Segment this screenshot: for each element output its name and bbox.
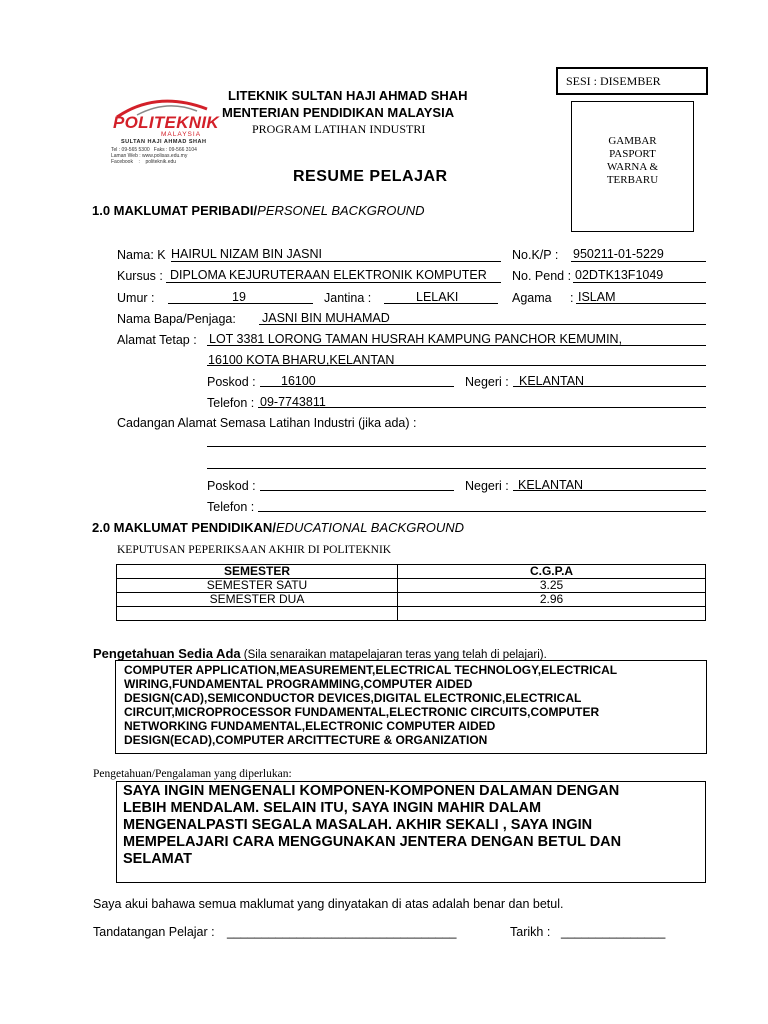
header-institution: LITEKNIK SULTAN HAJI AHMAD SHAH [228, 88, 468, 103]
section1-heading [92, 203, 425, 218]
jantina-value[interactable]: LELAKI [416, 290, 459, 304]
page-title: RESUME PELAJAR [293, 168, 448, 185]
table-cell-semester: SEMESTER DUA [117, 593, 398, 607]
header-program: PROGRAM LATIHAN INDUSTRI [252, 122, 426, 136]
cadangan-label: Cadangan Alamat Semasa Latihan Industri (jika ada) : [117, 416, 417, 430]
diperlukan-box[interactable] [116, 781, 706, 883]
poskod-value[interactable]: 16100 [281, 374, 316, 388]
table-cell-semester[interactable] [117, 607, 398, 621]
pengetahuan-line: WIRING,FUNDAMENTAL PROGRAMMING,COMPUTER AIDED [124, 677, 473, 691]
tarikh-label: Tarikh : [510, 925, 551, 939]
section2-heading-italic: EDUCATIONAL BACKGROUND [275, 520, 464, 535]
poskod-underline [260, 386, 454, 387]
diperlukan-line: SELAMAT [123, 851, 193, 867]
nopend-value[interactable]: 02DTK13F1049 [575, 268, 664, 282]
negeri2-underline [513, 490, 706, 491]
telefon-underline [258, 407, 706, 408]
nokp-value[interactable]: 950211-01-5229 [573, 247, 664, 261]
table-cell-cgpa[interactable]: 3.25 [398, 579, 706, 593]
telefon2-underline[interactable] [258, 511, 706, 512]
telefon2-label: Telefon : [207, 500, 255, 514]
table-row [117, 593, 706, 607]
table-cell-cgpa[interactable] [398, 607, 706, 621]
telefon-label: Telefon : [207, 396, 255, 410]
agama-underline [576, 303, 706, 304]
bapa-underline [259, 324, 706, 325]
negeri2-value[interactable]: KELANTAN [518, 478, 584, 492]
poskod2-underline[interactable] [260, 490, 454, 491]
agama-value[interactable]: ISLAM [578, 290, 616, 304]
poskod2-label: Poskod : [207, 479, 256, 493]
umur-value[interactable]: 19 [232, 290, 246, 304]
sesi-box [556, 67, 708, 95]
nokp-underline [571, 261, 706, 262]
photo-box-line: GAMBAR [608, 135, 657, 147]
diperlukan-line: LEBIH MENDALAM. SELAIN ITU, SAYA INGIN MAHIR DALAM [123, 800, 542, 816]
alamat-line2[interactable]: 16100 KOTA BHARU,KELANTAN [208, 353, 395, 367]
pengetahuan-heading-bold: Pengetahuan Sedia Ada [93, 646, 241, 661]
pengetahuan-line: DESIGN(ECAD),COMPUTER ARCITTECTURE & ORGANIZATION [124, 733, 488, 747]
table-cell-cgpa[interactable]: 2.96 [398, 593, 706, 607]
pengetahuan-heading-note: (Sila senaraikan matapelajaran teras yang telah di pelajari). [240, 649, 547, 661]
alamat-line1[interactable]: LOT 3381 LORONG TAMAN HUSRAH KAMPUNG PANCHOR KEMUMIN, [209, 332, 623, 346]
negeri2-label: Negeri : [465, 479, 509, 493]
kursus-label: Kursus : [117, 269, 163, 283]
photo-box [571, 101, 694, 232]
cadangan-underline1[interactable] [207, 446, 706, 447]
cgpa-table [116, 564, 706, 621]
pengetahuan-line: NETWORKING FUNDAMENTAL,ELECTRONIC COMPUTER AIDED [124, 719, 496, 733]
section2-heading-bold: 2.0 MAKLUMAT PENDIDIKAN/ [92, 520, 276, 535]
section1-heading-italic: PERSONEL BACKGROUND [257, 203, 425, 218]
logo-sub-text: MALAYSIA [161, 131, 202, 138]
header-ministry: MENTERIAN PENDIDIKAN MALAYSIA [222, 105, 455, 120]
pengetahuan-line: CIRCUIT,MICROPROCESSOR FUNDAMENTAL,ELECTRONIC CIRCUITS,COMPUTER [124, 705, 600, 719]
bapa-value[interactable]: JASNI BIN MUHAMAD [262, 311, 390, 325]
pengetahuan-heading [93, 646, 547, 661]
kursus-underline [166, 282, 501, 283]
diperlukan-line: MENGENALPASTI SEGALA MASALAH. AKHIR SEKALI , SAYA INGIN [123, 817, 593, 833]
umur-underline [168, 303, 313, 304]
keputusan-label: KEPUTUSAN PEPERIKSAAN AKHIR DI POLITEKNIK [117, 544, 392, 556]
agama-colon: : [570, 291, 574, 305]
kursus-value[interactable]: DIPLOMA KEJURUTERAAN ELEKTRONIK KOMPUTER [170, 268, 487, 282]
telefon-value[interactable]: 09-7743811 [260, 395, 326, 409]
jantina-underline [384, 303, 498, 304]
poskod-label: Poskod : [207, 375, 256, 389]
declaration-text: Saya akui bahawa semua maklumat yang dinyatakan di atas adalah benar dan betul. [93, 897, 564, 911]
agama-label: Agama [512, 291, 552, 305]
table-header-semester: SEMESTER [117, 565, 398, 579]
nokp-label: No.K/P : [512, 248, 559, 262]
bapa-label: Nama Bapa/Penjaga: [117, 312, 236, 326]
diperlukan-label: Pengetahuan/Pengalaman yang diperlukan: [93, 768, 292, 780]
politeknik-logo [97, 85, 225, 175]
diperlukan-line: MEMPELAJARI CARA MENGGUNAKAN JENTERA DENGAN BETUL DAN [123, 834, 622, 850]
nama-label: Nama: K [117, 248, 166, 262]
nama-value[interactable]: HAIRUL NIZAM BIN JASNI [171, 247, 322, 261]
table-cell-semester: SEMESTER SATU [117, 579, 398, 593]
tandatangan-field[interactable]: _________________________________ [227, 925, 457, 939]
photo-box-line: WARNA & [606, 161, 659, 173]
table-row [117, 579, 706, 593]
umur-label: Umur : [117, 291, 155, 305]
alamat-underline2 [207, 365, 706, 366]
jantina-label: Jantina : [324, 291, 372, 305]
nopend-underline [573, 282, 706, 283]
negeri-label: Negeri : [465, 375, 509, 389]
tarikh-field[interactable]: _______________ [561, 925, 666, 939]
cadangan-underline2[interactable] [207, 468, 706, 469]
alamat-label: Alamat Tetap : [117, 333, 197, 347]
pengetahuan-line: COMPUTER APPLICATION,MEASUREMENT,ELECTRICAL TECHNOLOGY,ELECTRICAL [124, 663, 618, 677]
logo-name-text: SULTAN HAJI AHMAD SHAH [121, 139, 207, 145]
sesi-text: SESI : DISEMBER [566, 74, 661, 88]
tandatangan-label: Tandatangan Pelajar : [93, 925, 215, 939]
photo-box-line: PASPORT [609, 148, 656, 160]
section1-heading-bold: 1.0 MAKLUMAT PERIBADI/ [92, 203, 258, 218]
table-row [117, 607, 706, 621]
diperlukan-line: SAYA INGIN MENGENALI KOMPONEN-KOMPONEN DALAMAN DENGAN [123, 783, 620, 799]
pengetahuan-line: DESIGN(CAD),SEMICONDUCTOR DEVICES,DIGITAL ELECTRONIC,ELECTRICAL [124, 691, 582, 705]
alamat-underline1 [207, 345, 706, 346]
pengetahuan-box[interactable] [115, 660, 707, 754]
negeri-underline [513, 386, 706, 387]
nama-underline [171, 261, 501, 262]
table-header-cgpa: C.G.P.A [398, 565, 706, 579]
table-header-row [117, 565, 706, 579]
logo-contact-info: Tel : 09-565 5300 Faks : 09-566 3104 Laman Web : www.polisas.edu.my Facebook : politeknik.edu [111, 147, 197, 165]
photo-box-line: TERBARU [606, 174, 659, 186]
nopend-label: No. Pend : [512, 269, 572, 283]
section2-heading [92, 520, 464, 535]
logo-main-text: POLITEKNIK [113, 113, 219, 132]
negeri-value[interactable]: KELANTAN [519, 374, 585, 388]
